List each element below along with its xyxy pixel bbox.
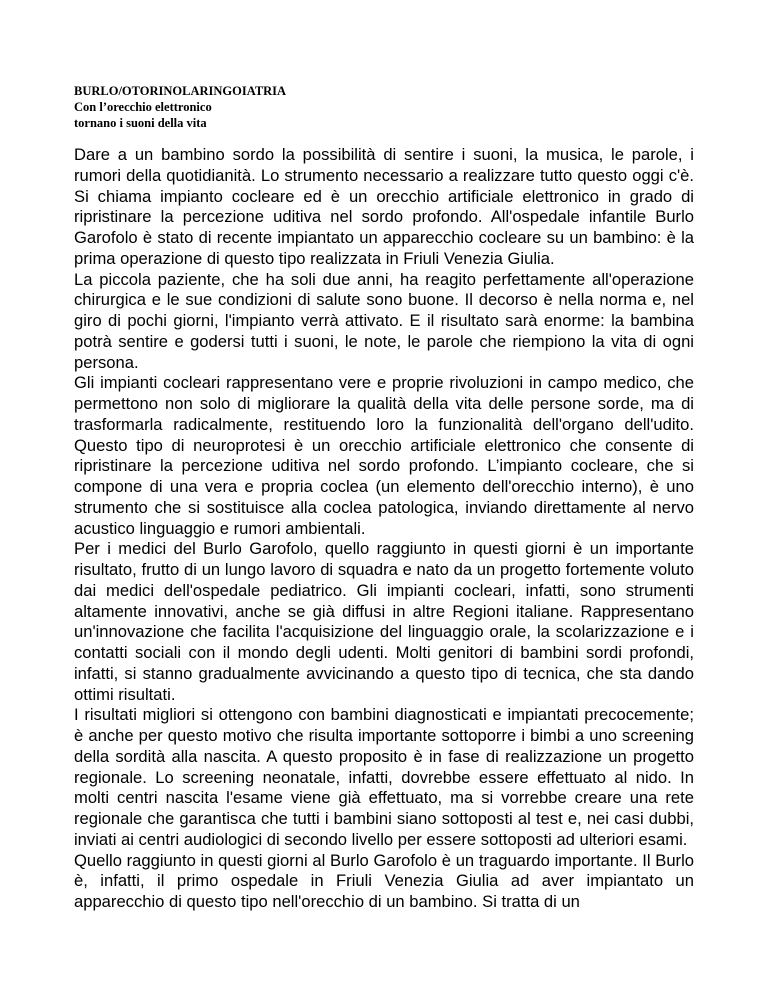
paragraph: Dare a un bambino sordo la possibilità di sentire i suoni, la musica, le parole, i rumori della quotidianità. Lo strumento necessario a realizzare tutto questo oggi c'è. Si chiama impianto cocleare ed è un orecchio artificiale elettronico in grado di ripristinare la percezione uditiva nel sordo profondo. All'ospedale infantile Burlo Garofolo è stato di recente impiantato un apparecchio cocleare su un bambino: è la prima operazione di questo tipo realizzata in Friuli Venezia Giulia. — [74, 145, 694, 268]
paragraph: Per i medici del Burlo Garofolo, quello raggiunto in questi giorni è un importante risultato, frutto di un lungo lavoro di squadra e nato da un progetto fortemente voluto dai medici dell'ospedale pediatrico. Gli impianti cocleari, infatti, sono strumenti altamente innovativi, anche se già diffusi in altre Regioni italiane. Rappresentano un'innovazione che facilita l'acquisizione del linguaggio orale, la scolarizzazione e i contatti sociali con il mondo degli udenti. Molti genitori di bambini sordi profondi, infatti, si stanno gradualmente avvicinando a questo tipo di tecnica, che sta dando ottimi risultati. — [74, 539, 694, 704]
paragraph: Gli impianti cocleari rappresentano vere e proprie rivoluzioni in campo medico, che permettono non solo di migliorare la qualità della vita delle persone sorde, ma di trasformarla radicalmente, restituendo loro la funzionalità dell'organo dell'udito. Questo tipo di neuroprotesi è un orecchio artificiale elettronico che consente di ripristinare la percezione uditiva nel sordo profondo. L’impianto cocleare, che si compone di una vera e propria coclea (un elemento dell'orecchio interno), è uno strumento che si sostituisce alla coclea patologica, inviando direttamente al nervo acustico linguaggio e rumori ambientali. — [74, 373, 694, 538]
article-title-line-1: Con l’orecchio elettronico — [74, 100, 212, 114]
article-header — [74, 83, 694, 131]
section-heading: BURLO/OTORINOLARINGOIATRIA — [74, 84, 287, 98]
paragraph: I risultati migliori si ottengono con bambini diagnosticati e impiantati precocemente; è anche per questo motivo che risulta importante sottoporre i bimbi a uno screening della sordità alla nascita. A questo proposito è in fase di realizzazione un progetto regionale. Lo screening neonatale, infatti, dovrebbe essere effettuato al nido. In molti centri nascita l'esame viene già effettuato, ma si vorrebbe creare una rete regionale che garantisca che tutti i bambini siano sottoposti al test e, nei casi dubbi, inviati ai centri audiologici di secondo livello per essere sottoposti ad ulteriori esami. — [74, 705, 694, 849]
article-title-line-2: tornano i suoni della vita — [74, 116, 207, 130]
paragraph: La piccola paziente, che ha soli due anni, ha reagito perfettamente all'operazione chirurgica e le sue condizioni di salute sono buone. Il decorso è nella norma e, nel giro di pochi giorni, l'impianto verrà attivato. E il risultato sarà enorme: la bambina potrà sentire e godersi tutti i suoni, le note, le parole che riempiono la vita di ogni persona. — [74, 269, 694, 372]
article-body — [74, 145, 694, 913]
paragraph: Quello raggiunto in questi giorni al Burlo Garofolo è un traguardo importante. Il Burlo è, infatti, il primo ospedale in Friuli Venezia Giulia ad aver impiantato un apparecchio di questo tipo nell'orecchio di un bambino. Si tratta di un — [74, 850, 694, 911]
